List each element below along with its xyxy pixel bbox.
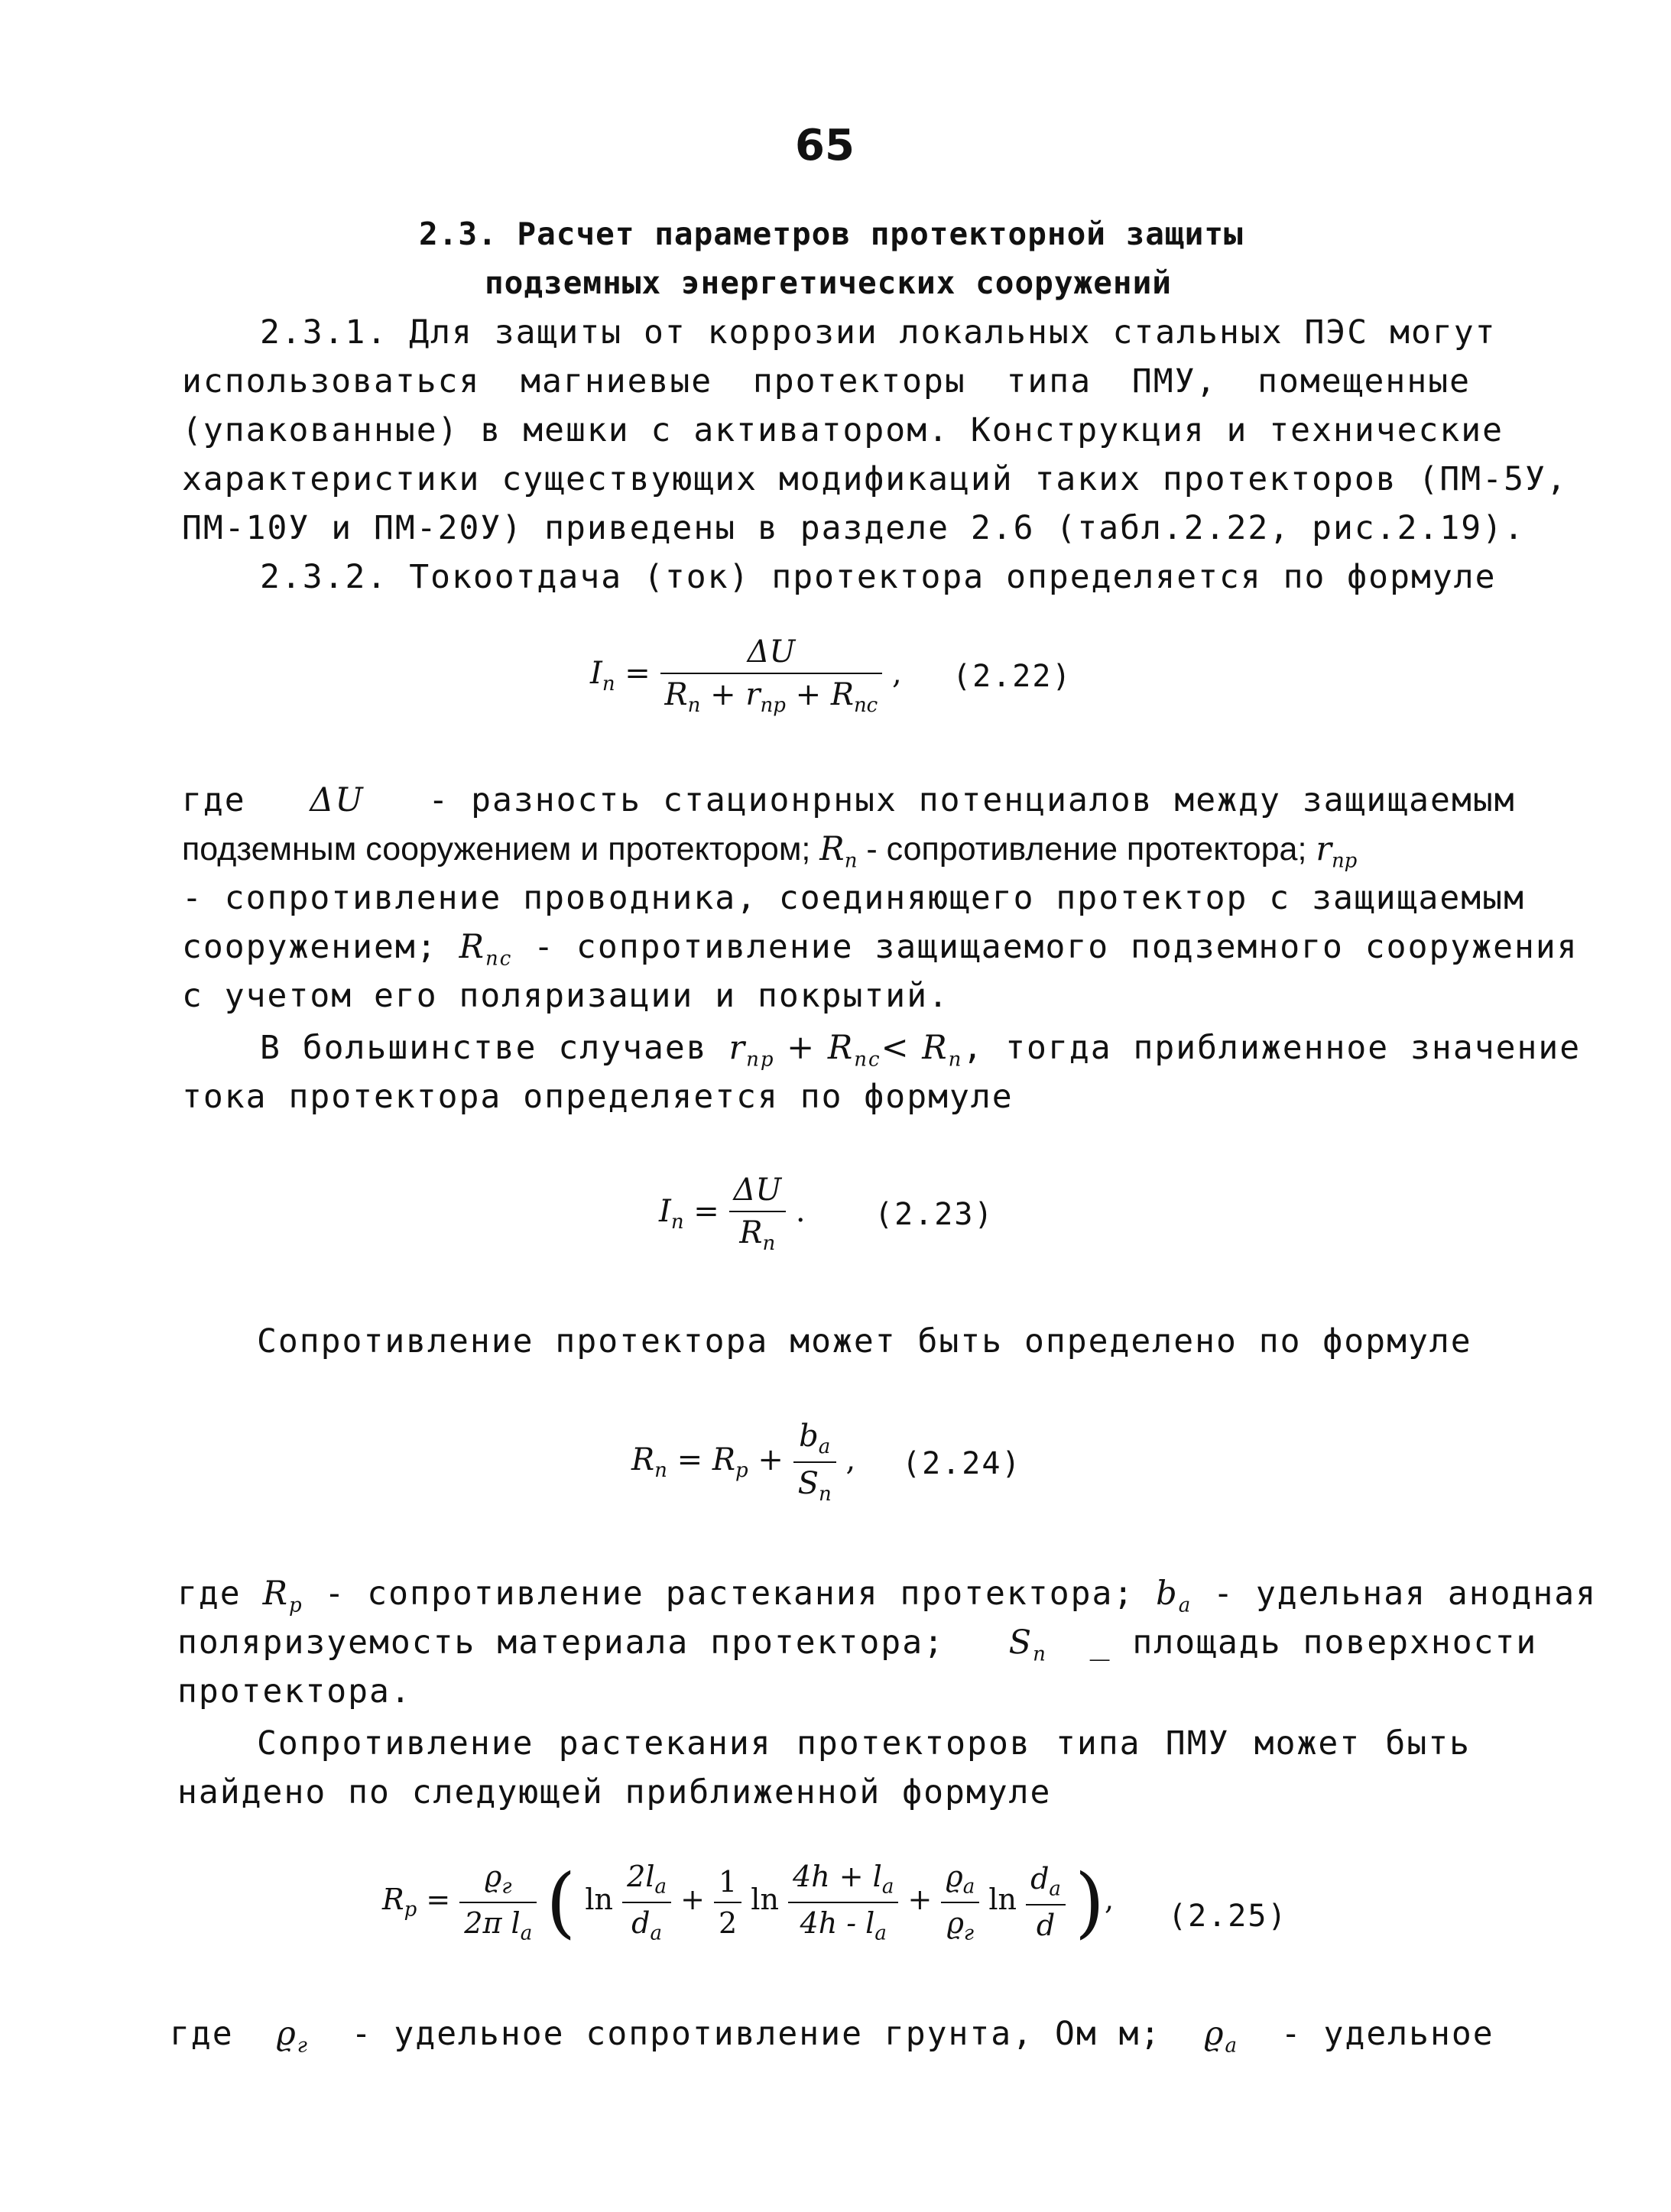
equation-2-25: $R_р$ = $\frac{ϱ_г}{2\pi l_a}$ ( ln $\frac{2l_a}{d_a}$ + $\frac{1}{2}$ ln $\frac{4h + l_a}{4h - l_a}$ + $\frac{ϱ_a}{ϱ_г}$ ln $\frac{d_a}{d}$ ), — [382, 1857, 1115, 1947]
eq22-fraction: $\frac{\Delta U}{R_п + r_{пр} + R_{пс}}$ — [660, 634, 883, 717]
para6-line-2: поляризуемость материала протектора; $S_п$ _ площадь поверхности — [177, 1623, 1538, 1666]
equation-2-22: $I_п$ = $\frac{\Delta U}{R_п + r_{пр} + R_{пс}}$ , — [590, 634, 902, 717]
equation-2-25-number: (2.25) — [1168, 1899, 1288, 1934]
para3-line-3: - сопротивление проводника, соединяющего протектор с защищаемым — [182, 879, 1525, 917]
para8-line-1: где $ϱ_г$ - удельное сопротивление грунта, Ом м; $ϱ_a$ - удельное — [170, 2015, 1494, 2058]
para3-line-2: подземным сооружением и протектором; $R_п$ - сопротивление протектора; $r_{пр}$ — [182, 830, 1358, 873]
para4-line-1: В большинстве случаев $r_{пр} + R_{пс}< R_п$, тогда приближенное значение — [260, 1029, 1582, 1072]
equation-2-22-number: (2.22) — [952, 659, 1072, 694]
eq25-fraction-half: $\frac{1}{2}$ — [714, 1865, 741, 1940]
eq25-fraction-4: $\frac{ϱ_a}{ϱ_г}$ — [941, 1860, 979, 1944]
equation-2-24: $R_п = R_р$ + $\frac{b_a}{S_п}$ , — [631, 1419, 856, 1506]
eq25-fraction-2: $\frac{2l_a}{d_a}$ — [622, 1860, 671, 1944]
para5-line-1: Сопротивление протектора может быть определено по формуле — [257, 1322, 1472, 1361]
para1-line-3: (упакованные) в мешки с активатором. Конструкция и технические — [182, 411, 1504, 449]
page-number: 65 — [795, 121, 855, 170]
para1-line-2: использоваться магниевые протекторы типа ПМУ, помещенные — [182, 362, 1471, 401]
equation-2-23: $I_п$ = $\frac{\Delta U}{R_п}$ . — [659, 1172, 806, 1255]
para7-line-1: Сопротивление растекания протекторов типа ПМУ может быть — [257, 1724, 1471, 1763]
para7-line-2: найдено по следующей приближенной формуле — [177, 1773, 1052, 1811]
eq24-fraction: $\frac{b_a}{S_п}$ — [793, 1419, 836, 1506]
section-heading-line-1: 2.3. Расчет параметров протекторной защиты — [419, 216, 1244, 252]
para6-line-1: где $R_р$ - сопротивление растекания протектора; $b_a$ - удельная анодная — [177, 1575, 1598, 1617]
eq25-fraction-3: $\frac{4h + l_a}{4h - l_a}$ — [788, 1860, 898, 1944]
equation-2-23-number: (2.23) — [874, 1197, 994, 1232]
eq23-fraction: $\frac{\Delta U}{R_п}$ — [729, 1172, 787, 1255]
para3-line-4: сооружением; $R_{пс}$ - сопротивление защищаемого подземного сооружения — [182, 928, 1579, 971]
para1-line-1: 2.3.1. Для защиты от коррозии локальных стальных ПЭС могут — [260, 313, 1497, 352]
para1-line-4: характеристики существующих модификаций таких протекторов (ПМ-5У, — [182, 460, 1568, 498]
para3-line-1: где ΔU - разность стационрных потенциалов между защищаемым — [182, 781, 1516, 819]
para1-line-5: ПМ-10У и ПМ-20У) приведены в разделе 2.6 (табл.2.22, рис.2.19). — [182, 509, 1525, 547]
equation-2-24-number: (2.24) — [902, 1446, 1022, 1481]
eq25-fraction-5: $\frac{d_a}{d}$ — [1026, 1862, 1066, 1942]
section-heading-line-2: подземных энергетических сооружений — [485, 264, 1172, 301]
para4-line-2: тока протектора определяется по формуле — [182, 1078, 1014, 1116]
para2-line-1: 2.3.2. Токоотдача (ток) протектора определяется по формуле — [260, 558, 1497, 596]
para6-line-3: протектора. — [177, 1672, 412, 1711]
para3-line-5: с учетом его поляризации и покрытий. — [182, 977, 949, 1015]
eq25-fraction-1: $\frac{ϱ_г}{2\pi l_a}$ — [459, 1860, 537, 1944]
